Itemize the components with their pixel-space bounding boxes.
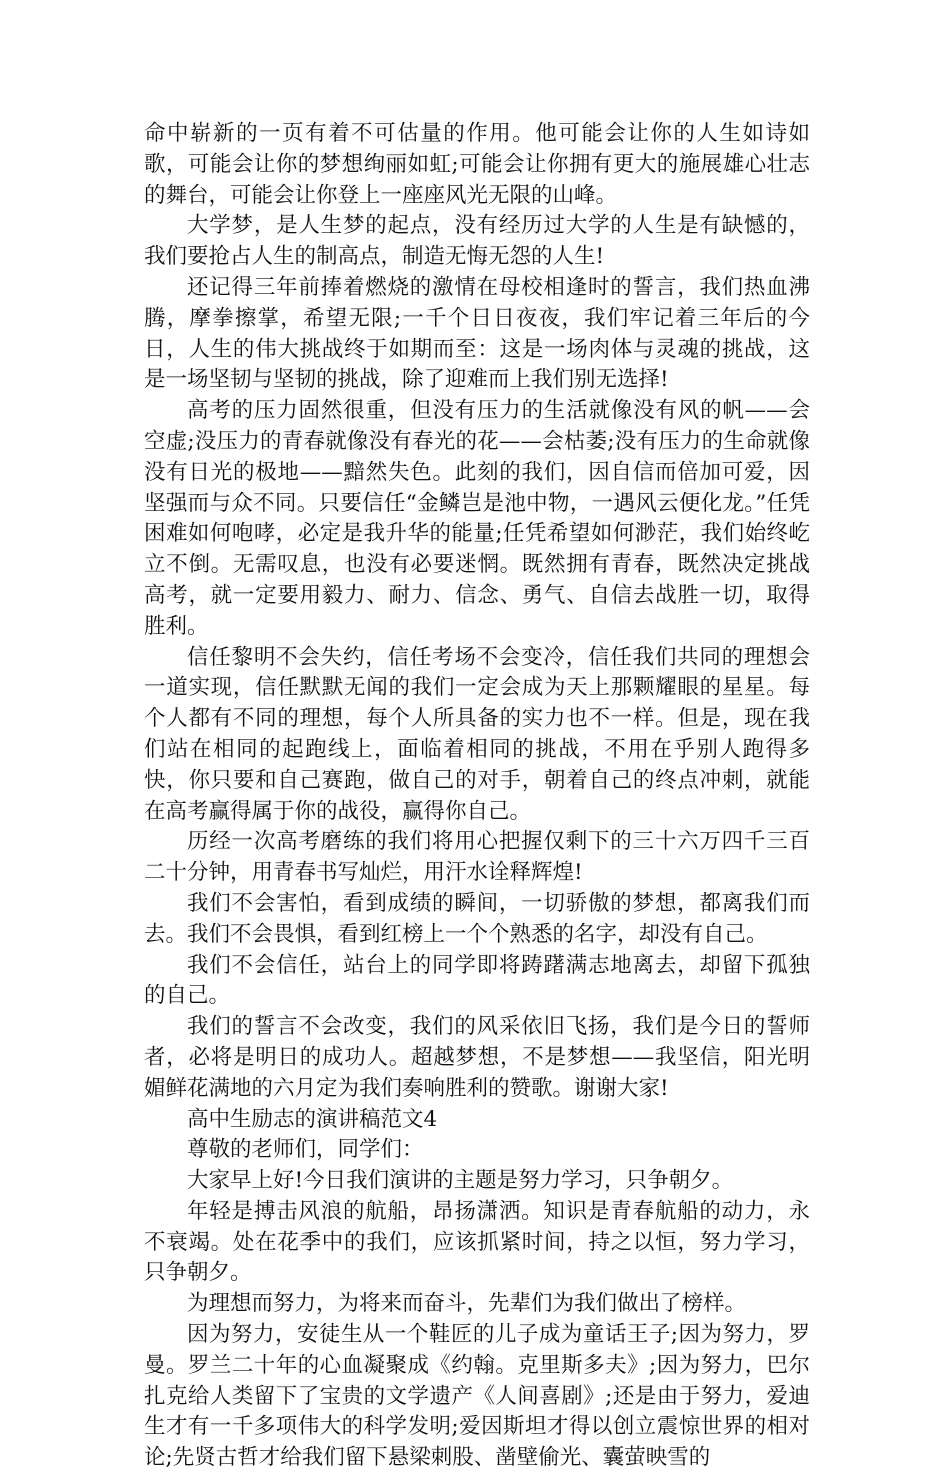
salutation: 尊敬的老师们，同学们： xyxy=(187,1137,424,1163)
paragraph-4: 高考的压力固然很重，但没有压力的生活就像没有风的帆——会空虚;没压力的青春就像没有春光的花——会枯萎;没有压力的生命就像没有日光的极地——黯然失色。此刻的我们，因自信而倍加可爱，因坚强而与众不同。只要信任“金鳞岂是池中物，一遇风云便化龙。”任凭困难如何咆哮，必定是我升华的能量;任凭希望如何渺茫，我们始终屹立不倒。无需叹息，也没有必要迷惘。既然拥有青春，既然决定挑战高考，就一定要用毅力、耐力、信念、勇气、自信去战胜一切，取得胜利。 xyxy=(144,398,810,639)
paragraph-2: 大学梦，是人生梦的起点，没有经历过大学的人生是有缺憾的，我们要抢占人生的制高点，制造无悔无怨的人生! xyxy=(144,213,810,270)
paragraph-13: 年轻是搏击风浪的航船，昂扬潇洒。知识是青春航船的动力，永不衰竭。处在花季中的我们，应该抓紧时间，持之以恒，努力学习，只争朝夕。 xyxy=(144,1198,810,1286)
paragraph-14: 为理想而努力，为将来而奋斗，先辈们为我们做出了榜样。 xyxy=(187,1291,747,1317)
document-body xyxy=(144,119,810,1474)
paragraph-7: 我们不会害怕，看到成绩的瞬间，一切骄傲的梦想，都离我们而去。我们不会畏惧，看到红榜上一个个熟悉的名字，却没有自己。 xyxy=(144,890,810,947)
paragraph-9: 我们的誓言不会改变，我们的风采依旧飞扬，我们是今日的誓师者，必将是明日的成功人。超越梦想，不是梦想——我坚信，阳光明媚鲜花满地的六月定为我们奏响胜利的赞歌。谢谢大家! xyxy=(144,1014,810,1101)
paragraph-15: 因为努力，安徒生从一个鞋匠的儿子成为童话王子;因为努力，罗曼。罗兰二十年的心血凝聚成《约翰。克里斯多夫》;因为努力，巴尔扎克给人类留下了宝贵的文学遗产《人间喜剧》;还是由于努力，爱迪生才有一千多项伟大的科学发明;爱因斯坦才得以创立震惊世界的相对论;先贤古哲才给我们留下悬梁刺股、凿壁偷光、囊萤映雪的 xyxy=(144,1322,810,1471)
paragraph-12: 大家早上好!今日我们演讲的主题是努力学习，只争朝夕。 xyxy=(187,1168,734,1194)
paragraph-6: 历经一次高考磨练的我们将用心把握仅剩下的三十六万四千三百二十分钟，用青春书写灿烂，用汗水诠释辉煌! xyxy=(144,829,810,886)
paragraph-1: 命中崭新的一页有着不可估量的作用。他可能会让你的人生如诗如歌，可能会让你的梦想绚丽如虹;可能会让你拥有更大的施展雄心壮志的舞台，可能会让你登上一座座风光无限的山峰。 xyxy=(144,121,810,208)
paragraph-5: 信任黎明不会失约，信任考场不会变冷，信任我们共同的理想会一道实现，信任默默无闻的我们一定会成为天上那颗耀眼的星星。每个人都有不同的理想，每个人所具备的实力也不一样。但是，现在我们站在相同的起跑线上，面临着相同的挑战，不用在乎别人跑得多快，你只要和自己赛跑，做自己的对手，朝着自己的终点冲刺，就能在高考赢得属于你的战役，赢得你自己。 xyxy=(144,644,810,824)
paragraph-8: 我们不会信任，站台上的同学即将踌躇满志地离去，却留下孤独的自己。 xyxy=(144,952,810,1009)
paragraph-3: 还记得三年前捧着燃烧的激情在母校相逢时的誓言，我们热血沸腾，摩拳擦掌，希望无限;一千个日日夜夜，我们牢记着三年后的今日，人生的伟大挑战终于如期而至：这是一场肉体与灵魂的挑战，这是一场坚韧与坚韧的挑战，除了迎难而上我们别无选择! xyxy=(144,274,810,393)
section-title: 高中生励志的演讲稿范文4 xyxy=(187,1106,438,1132)
